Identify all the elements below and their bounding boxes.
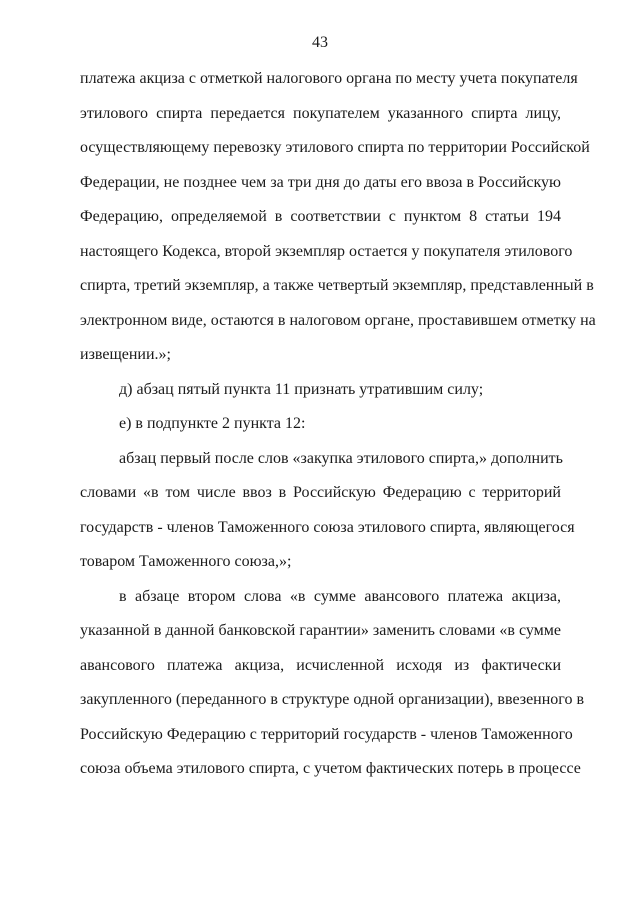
text-line: Российскую Федерацию с территорий государств - членов Таможенного: [80, 725, 573, 743]
text-line: Федерацию, определяемой в соответствии с пунктом 8 статьи 194: [80, 208, 561, 225]
text-line: авансового платежа акциза, исчисленной исходя из фактически: [80, 656, 561, 674]
text-line: е) в подпункте 2 пункта 12:: [119, 415, 306, 432]
text-line: товаром Таможенного союза,»;: [80, 553, 292, 570]
text-line: государств - членов Таможенного союза этилового спирта, являющегося: [80, 518, 575, 536]
text-line: этилового спирта передается покупателем указанного спирта лицу,: [80, 104, 561, 122]
text-line: электронном виде, остаются в налоговом органе, проставившем отметку на: [80, 311, 596, 329]
page-number: 43: [312, 34, 328, 51]
text-line: в абзаце втором слова «в сумме авансового платежа акциза,: [119, 587, 561, 605]
text-line: осуществляющему перевозку этилового спирта по территории Российской: [80, 139, 590, 156]
text-line: закупленного (переданного в структуре одной организации), ввезенного в: [80, 691, 585, 708]
text-line: союза объема этилового спирта, с учетом фактических потерь в процессе: [80, 760, 581, 777]
text-line: платежа акциза с отметкой налогового органа по месту учета покупателя: [80, 70, 578, 87]
text-line: абзац первый после слов «закупка этилового спирта,» дополнить: [119, 449, 563, 467]
document-body: [80, 62, 596, 787]
text-line: д) абзац пятый пункта 11 признать утратившим силу;: [119, 380, 484, 398]
text-line: указанной в данной банковской гарантии» заменить словами «в сумме: [80, 622, 561, 639]
text-line: извещении.»;: [80, 346, 171, 363]
text-line: спирта, третий экземпляр, а также четвертый экземпляр, представленный в: [80, 277, 594, 294]
text-line: настоящего Кодекса, второй экземпляр остается у покупателя этилового: [80, 242, 573, 260]
text-line: Федерации, не позднее чем за три дня до даты его ввоза в Российскую: [80, 173, 561, 191]
text-line: словами «в том числе ввоз в Российскую Федерацию с территорий: [80, 484, 561, 501]
